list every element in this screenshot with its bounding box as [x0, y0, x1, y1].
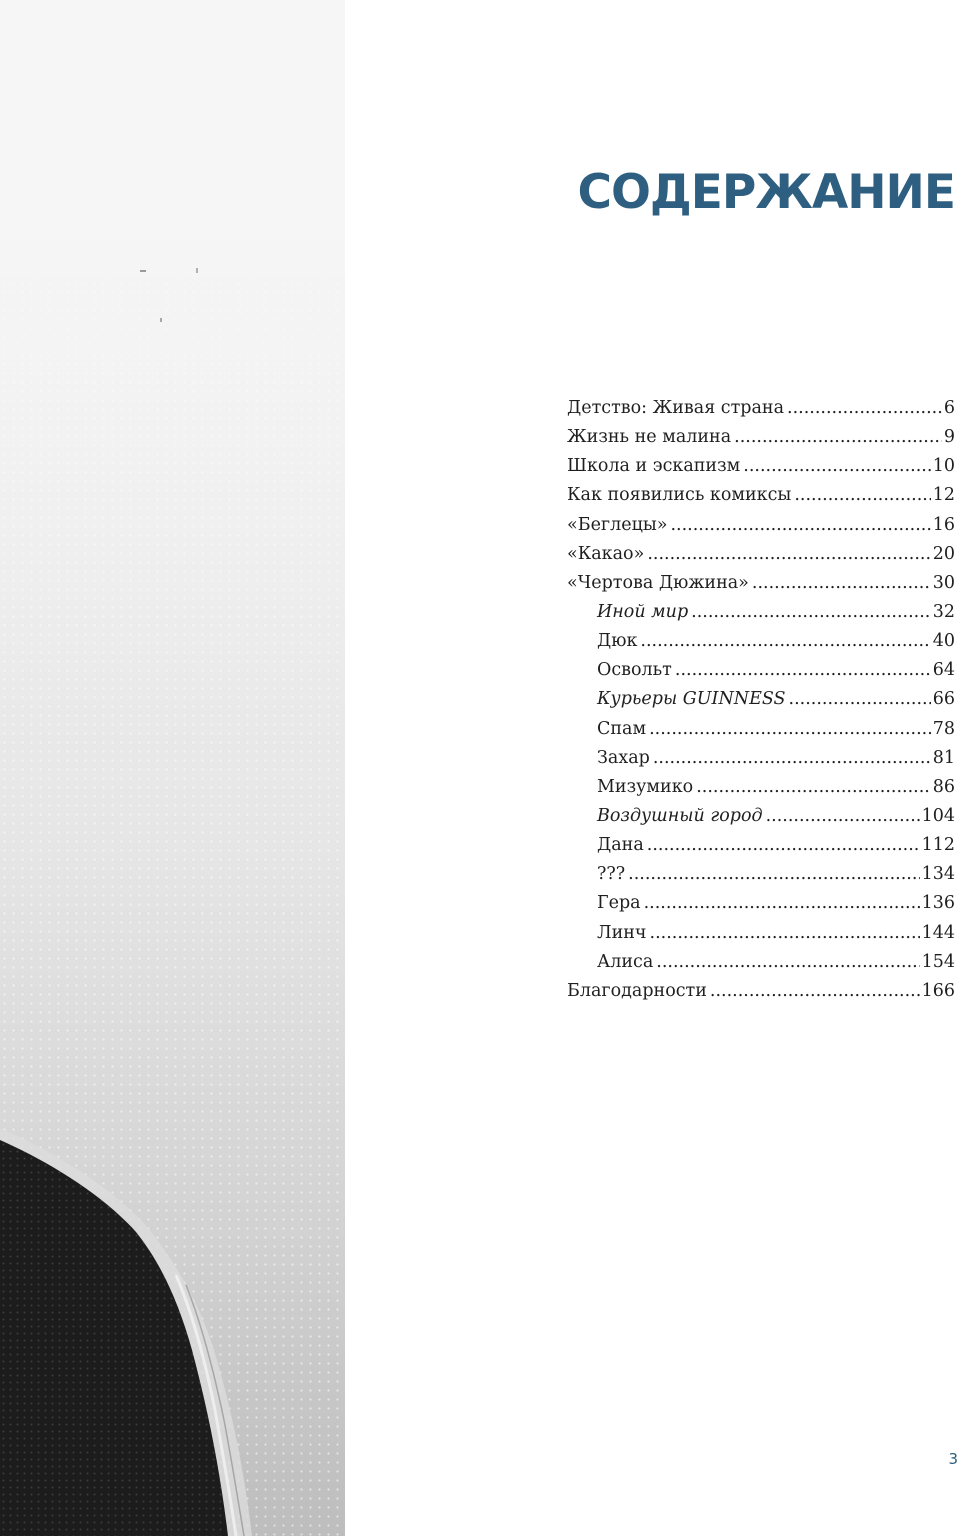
toc-entry[interactable]: [567, 715, 955, 744]
toc-entry-label: Курьеры GUINNESS: [597, 689, 786, 710]
toc-dot-leader: [696, 773, 931, 802]
toc-dot-leader: [691, 598, 931, 627]
toc-dot-leader: [653, 744, 931, 773]
toc-entry[interactable]: [567, 889, 955, 918]
toc-entry-label: «Беглецы»: [567, 514, 668, 535]
toc-dot-leader: [644, 889, 920, 918]
toc-entry[interactable]: [567, 540, 955, 569]
toc-entry[interactable]: [567, 685, 955, 714]
toc-entry[interactable]: [567, 977, 955, 1006]
toc-entry-page: 32: [932, 601, 955, 622]
table-of-contents: [567, 394, 955, 1006]
toc-entry-page: 16: [932, 514, 955, 535]
toc-entry[interactable]: [567, 802, 955, 831]
toc-entry-page: 86: [932, 776, 955, 797]
toc-dot-leader: [710, 977, 920, 1006]
toc-entry[interactable]: [567, 481, 955, 510]
toc-entry-label: Захар: [597, 747, 650, 768]
toc-entry-label: Гера: [597, 893, 641, 914]
toc-dot-leader: [640, 627, 930, 656]
toc-entry-page: 64: [932, 660, 955, 681]
toc-entry-page: 81: [932, 747, 955, 768]
toc-entry[interactable]: [567, 919, 955, 948]
toc-entry-page: 134: [921, 864, 955, 885]
toc-dot-leader: [670, 511, 930, 540]
toc-entry[interactable]: [567, 860, 955, 889]
toc-entry[interactable]: [567, 773, 955, 802]
toc-entry-label: Освольт: [597, 660, 672, 681]
toc-entry[interactable]: [567, 656, 955, 685]
page-number: 3: [948, 1450, 958, 1468]
toc-entry[interactable]: [567, 598, 955, 627]
toc-entry[interactable]: [567, 452, 955, 481]
toc-title: СОДЕРЖАНИЕ: [577, 165, 955, 220]
toc-entry-page: 9: [943, 427, 955, 448]
toc-entry-page: 104: [921, 805, 955, 826]
toc-dot-leader: [789, 685, 931, 714]
toc-entry-label: Алиса: [597, 951, 654, 972]
toc-entry-label: Иной мир: [597, 601, 689, 622]
toc-entry-label: Линч: [597, 922, 647, 943]
toc-dot-leader: [656, 948, 919, 977]
toc-dot-leader: [650, 919, 920, 948]
toc-entry-page: 6: [943, 398, 955, 418]
toc-entry[interactable]: [567, 511, 955, 540]
toc-entry-page: 10: [932, 456, 955, 477]
toc-dot-leader: [649, 715, 931, 744]
toc-entry-page: 136: [921, 893, 955, 914]
toc-entry[interactable]: [567, 569, 955, 598]
toc-dot-leader: [647, 831, 920, 860]
toc-entry-label: ???: [597, 864, 626, 885]
toc-dot-leader: [675, 656, 931, 685]
toc-entry-page: 166: [921, 980, 955, 1001]
toc-dot-leader: [752, 569, 931, 598]
toc-entry[interactable]: [567, 831, 955, 860]
toc-entry[interactable]: [567, 423, 955, 452]
toc-entry[interactable]: [567, 627, 955, 656]
toc-dot-leader: [766, 802, 920, 831]
toc-entry-page: 154: [921, 951, 955, 972]
toc-entry-page: 78: [932, 718, 955, 739]
cover-artwork: [0, 0, 345, 1536]
toc-entry-label: «Чертова Дюжина»: [567, 572, 749, 593]
toc-entry-page: 66: [932, 689, 955, 710]
toc-dot-leader: [794, 481, 930, 510]
toc-entry[interactable]: [567, 394, 955, 423]
toc-entry-label: Жизнь не малина: [567, 427, 732, 448]
toc-entry-label: Благодарности: [567, 980, 707, 1001]
toc-entry-label: Как появились комиксы: [567, 485, 792, 506]
toc-entry-page: 12: [932, 485, 955, 506]
toc-entry-label: Детство: Живая страна: [567, 398, 785, 418]
toc-entry-page: 20: [932, 543, 955, 564]
toc-entry-page: 112: [921, 835, 955, 856]
toc-entry-label: Мизумико: [597, 776, 694, 797]
toc-entry-label: Дана: [597, 835, 644, 856]
toc-dot-leader: [787, 394, 942, 423]
toc-entry-label: Дюк: [597, 631, 638, 652]
toc-entry-label: Спам: [597, 718, 647, 739]
toc-entry-page: 40: [932, 631, 955, 652]
toc-entry-label: «Какао»: [567, 543, 645, 564]
toc-dot-leader: [647, 540, 930, 569]
toc-dot-leader: [734, 423, 942, 452]
toc-entry-page: 144: [921, 922, 955, 943]
toc-entry-label: Школа и эскапизм: [567, 456, 741, 477]
toc-entry[interactable]: [567, 948, 955, 977]
toc-entry-page: 30: [932, 572, 955, 593]
toc-dot-leader: [743, 452, 930, 481]
toc-entry-label: Воздушный город: [597, 805, 763, 826]
toc-dot-leader: [628, 860, 919, 889]
toc-entry[interactable]: [567, 744, 955, 773]
